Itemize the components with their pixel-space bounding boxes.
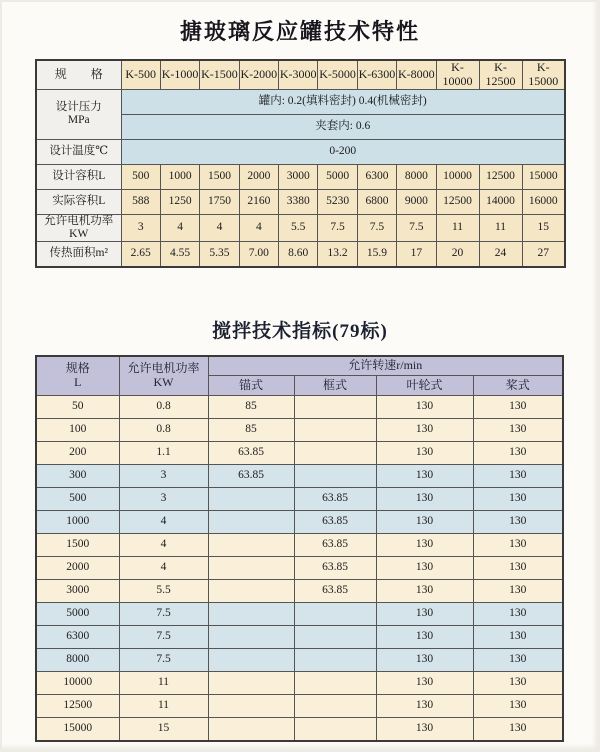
value-cell: 10000 — [36, 672, 119, 695]
value-cell: 5000 — [318, 164, 357, 189]
value-cell — [208, 649, 294, 672]
value-cell — [294, 695, 376, 718]
value-cell: 8000 — [397, 164, 436, 189]
value-cell: 1500 — [36, 534, 119, 557]
value-cell: 4 — [160, 214, 199, 241]
model-column-header: K-1000 — [160, 60, 199, 89]
model-column-header: K-1500 — [200, 60, 239, 89]
table2-data-row — [36, 557, 563, 580]
value-cell: 0.8 — [119, 396, 208, 419]
value-cell — [208, 718, 294, 741]
value-cell: 4 — [119, 511, 208, 534]
value-cell: 1000 — [36, 511, 119, 534]
model-column-header: K-500 — [121, 60, 160, 89]
value-cell: 5000 — [36, 603, 119, 626]
value-cell: 3 — [119, 465, 208, 488]
value-cell: 3000 — [279, 164, 318, 189]
value-cell: 2000 — [239, 164, 278, 189]
speed-group-header: 允许转速r/min — [208, 356, 563, 376]
table1-temperature-row — [36, 139, 565, 164]
value-cell: 130 — [376, 488, 473, 511]
value-cell: 1250 — [160, 189, 199, 214]
temperature-label-cell: 设计温度℃ — [36, 139, 121, 164]
power-header-line2: KW — [153, 374, 174, 389]
value-cell — [208, 603, 294, 626]
value-cell: 15 — [119, 718, 208, 741]
value-cell: 300 — [36, 465, 119, 488]
value-cell: 2160 — [239, 189, 278, 214]
spec-header-line1: 规格 — [65, 360, 90, 375]
value-cell — [208, 534, 294, 557]
value-cell: 24 — [479, 242, 522, 267]
value-cell: 130 — [473, 557, 563, 580]
value-cell: 15 — [522, 214, 565, 241]
value-cell: 130 — [376, 672, 473, 695]
value-cell: 1.1 — [119, 442, 208, 465]
agitation-spec-table — [35, 355, 564, 742]
value-cell: 11 — [119, 672, 208, 695]
value-cell: 500 — [121, 164, 160, 189]
value-cell — [208, 626, 294, 649]
value-cell: 7.00 — [239, 242, 278, 267]
row-label-cell: 传热面积m² — [36, 242, 121, 267]
value-cell: 12500 — [479, 164, 522, 189]
pressure-label-line2: MPa — [67, 114, 90, 127]
table2-data-row — [36, 626, 563, 649]
value-cell: 5.5 — [119, 580, 208, 603]
spec-column-header — [36, 356, 119, 396]
value-cell: 130 — [473, 603, 563, 626]
value-cell — [208, 511, 294, 534]
agitator-type-header: 框式 — [294, 376, 376, 396]
value-cell: 130 — [473, 534, 563, 557]
value-cell: 4 — [200, 214, 239, 241]
model-column-header: K-12500 — [479, 60, 522, 89]
value-cell: 11 — [119, 695, 208, 718]
value-cell: 130 — [473, 672, 563, 695]
value-cell: 11 — [436, 214, 479, 241]
value-cell — [208, 672, 294, 695]
table2-data-row — [36, 649, 563, 672]
value-cell — [208, 488, 294, 511]
value-cell: 130 — [376, 557, 473, 580]
value-cell: 17 — [397, 242, 436, 267]
value-cell: 130 — [376, 580, 473, 603]
value-cell: 8.60 — [279, 242, 318, 267]
value-cell: 130 — [473, 511, 563, 534]
value-cell: 130 — [473, 649, 563, 672]
value-cell — [294, 626, 376, 649]
value-cell: 11 — [479, 214, 522, 241]
table2-data-row — [36, 534, 563, 557]
value-cell: 130 — [376, 695, 473, 718]
value-cell: 14000 — [479, 189, 522, 214]
value-cell: 63.85 — [294, 580, 376, 603]
value-cell: 130 — [473, 396, 563, 419]
value-cell: 130 — [376, 718, 473, 741]
value-cell: 130 — [376, 465, 473, 488]
agitator-type-header: 桨式 — [473, 376, 563, 396]
reactor-spec-table — [35, 59, 566, 268]
value-cell: 2.65 — [121, 242, 160, 267]
row-label-cell: 设计容积L — [36, 164, 121, 189]
value-cell: 130 — [473, 419, 563, 442]
value-cell: 5.35 — [200, 242, 239, 267]
value-cell: 6800 — [357, 189, 396, 214]
value-cell: 7.5 — [318, 214, 357, 241]
value-cell: 3380 — [279, 189, 318, 214]
table1-data-row — [36, 164, 565, 189]
model-column-header: K-5000 — [318, 60, 357, 89]
value-cell: 1500 — [200, 164, 239, 189]
value-cell: 15.9 — [357, 242, 396, 267]
value-cell: 3 — [121, 214, 160, 241]
power-header-line1: 允许电机功率 — [127, 360, 200, 375]
value-cell — [294, 672, 376, 695]
value-cell — [294, 603, 376, 626]
table2-data-row — [36, 695, 563, 718]
value-cell — [294, 419, 376, 442]
value-cell: 9000 — [397, 189, 436, 214]
model-column-header: K-10000 — [436, 60, 479, 89]
value-cell: 8000 — [36, 649, 119, 672]
value-cell: 130 — [376, 396, 473, 419]
value-cell: 1750 — [200, 189, 239, 214]
value-cell: 12500 — [436, 189, 479, 214]
table2-header-row-1 — [36, 356, 563, 376]
value-cell — [294, 718, 376, 741]
table1-data-row — [36, 214, 565, 241]
value-cell: 130 — [473, 488, 563, 511]
table1-header-row — [36, 60, 565, 89]
value-cell: 20 — [436, 242, 479, 267]
pressure-label-cell — [36, 89, 121, 139]
value-cell: 130 — [473, 695, 563, 718]
value-cell: 5.5 — [279, 214, 318, 241]
table2-data-row — [36, 603, 563, 626]
value-cell: 130 — [473, 465, 563, 488]
spec-header-cell: 规 格 — [36, 60, 121, 89]
value-cell: 63.85 — [294, 557, 376, 580]
table1-data-row — [36, 189, 565, 214]
value-cell: 50 — [36, 396, 119, 419]
table1-pressure-row-inner — [36, 89, 565, 114]
pressure-jacket-value-cell: 夹套内: 0.6 — [121, 114, 565, 139]
table2-data-row — [36, 672, 563, 695]
value-cell: 7.5 — [119, 649, 208, 672]
value-cell: 4 — [119, 557, 208, 580]
value-cell: 7.5 — [119, 603, 208, 626]
value-cell: 1000 — [160, 164, 199, 189]
agitator-type-header: 锚式 — [208, 376, 294, 396]
value-cell: 7.5 — [119, 626, 208, 649]
value-cell: 130 — [376, 442, 473, 465]
table2-data-row — [36, 718, 563, 741]
value-cell: 130 — [376, 649, 473, 672]
value-cell — [208, 580, 294, 603]
value-cell: 85 — [208, 419, 294, 442]
value-cell: 12500 — [36, 695, 119, 718]
value-cell — [294, 649, 376, 672]
model-column-header: K-15000 — [522, 60, 565, 89]
model-column-header: K-2000 — [239, 60, 278, 89]
value-cell — [294, 396, 376, 419]
temperature-value-cell: 0-200 — [121, 139, 565, 164]
table2-data-row — [36, 442, 563, 465]
value-cell: 130 — [376, 419, 473, 442]
table2-data-row — [36, 511, 563, 534]
table1-data-row — [36, 242, 565, 267]
model-column-header: K-8000 — [397, 60, 436, 89]
value-cell: 130 — [376, 626, 473, 649]
value-cell: 4.55 — [160, 242, 199, 267]
value-cell: 63.85 — [208, 465, 294, 488]
value-cell: 63.85 — [294, 511, 376, 534]
value-cell: 2000 — [36, 557, 119, 580]
value-cell: 63.85 — [208, 442, 294, 465]
value-cell: 13.2 — [318, 242, 357, 267]
table2-title: 搅拌技术指标(79标) — [212, 320, 388, 342]
value-cell: 200 — [36, 442, 119, 465]
value-cell — [208, 695, 294, 718]
value-cell: 16000 — [522, 189, 565, 214]
value-cell: 63.85 — [294, 534, 376, 557]
value-cell: 15000 — [522, 164, 565, 189]
table2-data-row — [36, 396, 563, 419]
value-cell: 4 — [239, 214, 278, 241]
value-cell: 4 — [119, 534, 208, 557]
value-cell: 3 — [119, 488, 208, 511]
value-cell: 63.85 — [294, 488, 376, 511]
spec-header-line2: L — [74, 374, 82, 389]
value-cell: 0.8 — [119, 419, 208, 442]
value-cell: 27 — [522, 242, 565, 267]
value-cell: 6300 — [36, 626, 119, 649]
value-cell: 500 — [36, 488, 119, 511]
agitator-type-header: 叶轮式 — [376, 376, 473, 396]
power-column-header — [119, 356, 208, 396]
table2-data-row — [36, 465, 563, 488]
value-cell: 6300 — [357, 164, 396, 189]
model-column-header: K-3000 — [279, 60, 318, 89]
value-cell: 5230 — [318, 189, 357, 214]
pressure-label-line1: 设计压力 — [55, 100, 102, 113]
table1-title: 搪玻璃反应罐技术特性 — [179, 19, 420, 44]
pressure-inner-value-cell: 罐内: 0.2(填料密封) 0.4(机械密封) — [121, 89, 565, 114]
value-cell: 100 — [36, 419, 119, 442]
value-cell: 130 — [376, 603, 473, 626]
value-cell: 130 — [473, 580, 563, 603]
value-cell: 10000 — [436, 164, 479, 189]
value-cell: 588 — [121, 189, 160, 214]
value-cell: 7.5 — [357, 214, 396, 241]
value-cell: 130 — [376, 534, 473, 557]
value-cell: 85 — [208, 396, 294, 419]
value-cell — [208, 557, 294, 580]
value-cell: 130 — [473, 718, 563, 741]
model-column-header: K-6300 — [357, 60, 396, 89]
row-label-cell: 实际容积L — [36, 189, 121, 214]
table2-data-row — [36, 580, 563, 603]
value-cell: 15000 — [36, 718, 119, 741]
table2-data-row — [36, 419, 563, 442]
value-cell: 130 — [473, 442, 563, 465]
value-cell — [294, 442, 376, 465]
value-cell: 3000 — [36, 580, 119, 603]
value-cell: 130 — [376, 511, 473, 534]
table2-data-row — [36, 488, 563, 511]
value-cell: 7.5 — [397, 214, 436, 241]
value-cell: 130 — [473, 626, 563, 649]
value-cell — [294, 465, 376, 488]
row-label-cell: 允许电机功率KW — [36, 214, 121, 241]
